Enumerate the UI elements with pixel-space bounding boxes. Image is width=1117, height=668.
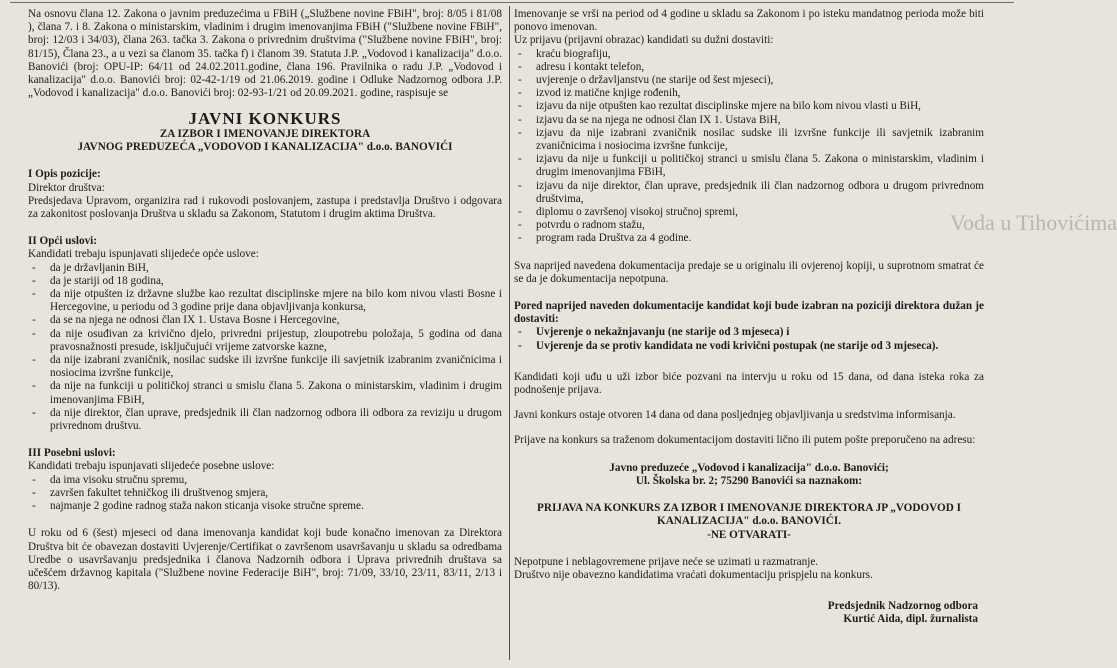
open-period-note: Javni konkurs ostaje otvoren 14 dana od dana posljednjeg objavljivanja u sredstvima informisanja.: [514, 409, 956, 422]
right-column: [514, 8, 984, 627]
top-rule: [10, 2, 1014, 3]
list-item: - izjavu da nije u funkciji u političkoj stranci u smislu člana 5. Zakona o ministarskim, vladinim i drugim imenovanjima FBiH,: [514, 153, 984, 179]
announcement-subtitle-2: JAVNOG PREDUZEĆA „VODOVOD I KANALIZACIJA" d.o.o. BANOVIĆI: [77, 141, 453, 154]
certificate-paragraph: U roku od 6 (šest) mjeseci od dana imenovanja kandidat koji bude konačno imenovan za Direktora Društva bit će obavezan dostaviti Uvjerenje/Certifikat o završenom usavršavanju u skladu sa odredbama Uredbe o usavršavanju predsjednika i članova Nadzornih odbora i Uprava privrednih društava sa učešćem državnog kapitala ("Službene novine Federacije BiH", broj: 71/09, 33/10, 23/11, 83/11, 2/13 i 80/13).: [28, 527, 502, 593]
signature-name: Kurtić Aida, dipl. žurnalista: [843, 613, 978, 626]
submission-note: Prijave na konkurs sa traženom dokumentacijom dostaviti lično ili putem pošte preporučeno na adresu:: [514, 434, 976, 447]
list-item: - da nije direktor, član uprave, predsjednik ili član nadzornog odbora ili odbora za reviziju u drugom privrednom društvu.: [28, 407, 502, 433]
address-line-1: Javno preduzeće „Vodovod i kanalizacija" d.o.o. Banovići;: [609, 461, 889, 474]
incomplete-note-2: Društvo nije obavezno kandidatima vraćati dokumentaciju prispjelu na konkurs.: [514, 568, 873, 581]
incomplete-note-1: Nepotpune i neblagovremene prijave neće se uzimati u razmatranje.: [514, 555, 819, 568]
list-item: - završen fakultet tehničkog ili društvenog smjera,: [28, 487, 502, 500]
left-column: [28, 8, 502, 593]
do-not-open-label: -NE OTVARATI-: [707, 528, 791, 541]
section-3-lead: Kandidati trebaju ispunjavati slijedeće posebne uslove:: [28, 460, 275, 473]
list-item: - da je stariji od 18 godina,: [28, 275, 502, 288]
interview-note: Kandidati koji uđu u uži izbor biće pozvani na intervju u roku od 15 dana, od dana isteka roka za podnošenje prijava.: [514, 370, 984, 397]
signature-title: Predsjednik Nadzornog odbora: [827, 600, 978, 613]
legal-basis-paragraph: Na osnovu člana 12. Zakona o javnim preduzećima u FBiH („Službene novine FBiH", broj: 8/05 i 81/08 ), člana 7. i 8. Zakona o ministarskim, vladinim i drugim imenovanjima FBiH ("Službene novine FBiH", broj: 12/03 i 34/03), člana 263. tačka 3. Zakona o privrednim društvima ("Službene novine FBiH", broj: 81/15), Člana 23., a u vezi sa članom 35. tačka f) i članom 39. Statuta J.P. „Vodovod i kanalizacija" d.o.o. Banovići (broj: OPU-IP: 64/11 od 24.02.2011.godine, člana 196. Pravilnika o radu J.P. „Vodovod i kanalizacija" d.o.o. Banovići broj: 02-42-1/19 od 21.06.2019. godine i Odluke Nadzornog odbora J.P. „Vodovod i kanalizacija" d.o.o. Banovići broj: 02-93-1/21 od 20.09.2021. godine, raspisuje se: [28, 8, 502, 100]
list-item: - adresu i kontakt telefon,: [514, 61, 984, 74]
documents-lead: Uz prijavu (prijavni obrazac) kandidati su dužni dostaviti:: [514, 34, 774, 47]
list-item: - da nije otpušten iz državne službe kao rezultat disciplinske mjere na bilo kom nivou vlasti Bosne i Hercegovine, u periodu od 3 godine prije dana objavljivanja konkursa,: [28, 288, 502, 314]
list-item: - kraću biografiju,: [514, 48, 984, 61]
list-item: - izjavu da nije direktor, član uprave, predsjednik ili član nadzornog odbora u drugom privrednom društvima,: [514, 180, 984, 206]
section-1-role: Direktor društva:: [28, 181, 105, 194]
section-3-heading: III Posebni uslovi:: [28, 447, 116, 460]
list-item: - da nije izabrani zvaničnik, nosilac sudske ili izvršne funkcije ili savjetnik izabranim zvaničnicima i nosiocima izvršne funkcije,: [28, 354, 502, 380]
list-item: - Uvjerenje o nekažnjavanju (ne starije od 3 mjeseca) i: [514, 326, 984, 339]
list-item: - izjavu da nije otpušten kao rezultat disciplinske mjere na bilo kom nivou vlasti u BiH,: [514, 100, 984, 113]
list-item: - uvjerenje o državljanstvu (ne starije od šest mjeseci),: [514, 74, 984, 87]
special-conditions-list: [28, 474, 502, 514]
list-item: - da ima visoku stručnu spremu,: [28, 474, 502, 487]
bleed-through-text: Voda u Tihovićima: [950, 210, 1117, 235]
envelope-label: PRIJAVA NA KONKURS ZA IZBOR I IMENOVANJE DIREKTORA JP „VODOVOD I KANALIZACIJA" d.o.o. BANOVIĆI.: [537, 502, 961, 528]
section-2-heading: II Opći uslovi:: [28, 235, 98, 248]
section-2-lead: Kandidati trebaju ispunjavati slijedeće opće uslove:: [28, 248, 259, 261]
list-item: - da nije osuđivan za krivično djelo, privredni prijestup, zloupotrebu položaja, 5 godina od dana pravosnažnosti presude, isključujući vrijeme zatvorske kazne,: [28, 328, 502, 354]
original-copy-note: Sva naprijed navedena dokumentacija predaje se u originalu ili ovjerenoj kopiji, u suprotnom smatrat će se da je dokumentacija nepotpuna.: [514, 259, 984, 285]
list-item: - izjavu da nije izabrani zvaničnik nosilac sudske ili izvršne funkcije ili savjetnik izabranim zvaničnicima i nosiocima izvršne funkcije,: [514, 127, 984, 153]
list-item: - izvod iz matične knjige rođenih,: [514, 87, 984, 100]
list-item: - diplomu o završenoj visokoj stručnoj spremi,: [514, 206, 984, 219]
list-item: - izjavu da se na njega ne odnosi član IX 1. Ustava BiH,: [514, 114, 984, 127]
address-line-2: Ul. Školska br. 2; 75290 Banovići sa naznakom:: [635, 474, 863, 487]
list-item: - program rada Društva za 4 godine.: [514, 232, 984, 245]
list-item: - da nije na funkciji u političkoj stranci u smislu člana 5. Zakona o ministarskim, vladinim i drugim imenovanjima FBiH,: [28, 380, 502, 406]
column-divider: [509, 6, 510, 660]
announcement-subtitle-1: ZA IZBOR I IMENOVANJE DIREKTORA: [159, 128, 371, 141]
section-1-text: Predsjedava Upravom, organizira rad i rukovodi poslovanjem, zastupa i predstavlja Društvo i odgovara za zakonitost poslovanja Društva u skladu sa Zakonom, Statutom i drugim aktima Društva.: [28, 194, 502, 221]
list-item: - najmanje 2 godine radnog staža nakon sticanja visoke stručne spreme.: [28, 500, 502, 513]
documents-list: [514, 48, 984, 246]
mandate-period: Imenovanje se vrši na period od 4 godine u skladu sa Zakonom i po isteku mandatnog perioda može biti ponovo imenovan.: [514, 8, 984, 34]
announcement-title: JAVNI KONKURS: [188, 109, 342, 129]
selected-candidate-lead: Pored naprijed naveden dokumentacije kandidat koji bude izabran na poziciji direktora dužan je dostaviti:: [514, 300, 984, 326]
list-item: - da je državljanin BiH,: [28, 262, 502, 275]
general-conditions-list: [28, 262, 502, 434]
list-item: - da se na njega ne odnosi član IX 1. Ustava Bosne i Hercegovine,: [28, 314, 502, 327]
list-item: - Uvjerenje da se protiv kandidata ne vodi krivični postupak (ne starije od 3 mjeseca).: [514, 340, 984, 353]
section-1-heading: I Opis pozicije:: [28, 168, 101, 181]
list-item: - potvrdu o radnom stažu,: [514, 219, 984, 232]
selected-candidate-list: [514, 326, 984, 352]
